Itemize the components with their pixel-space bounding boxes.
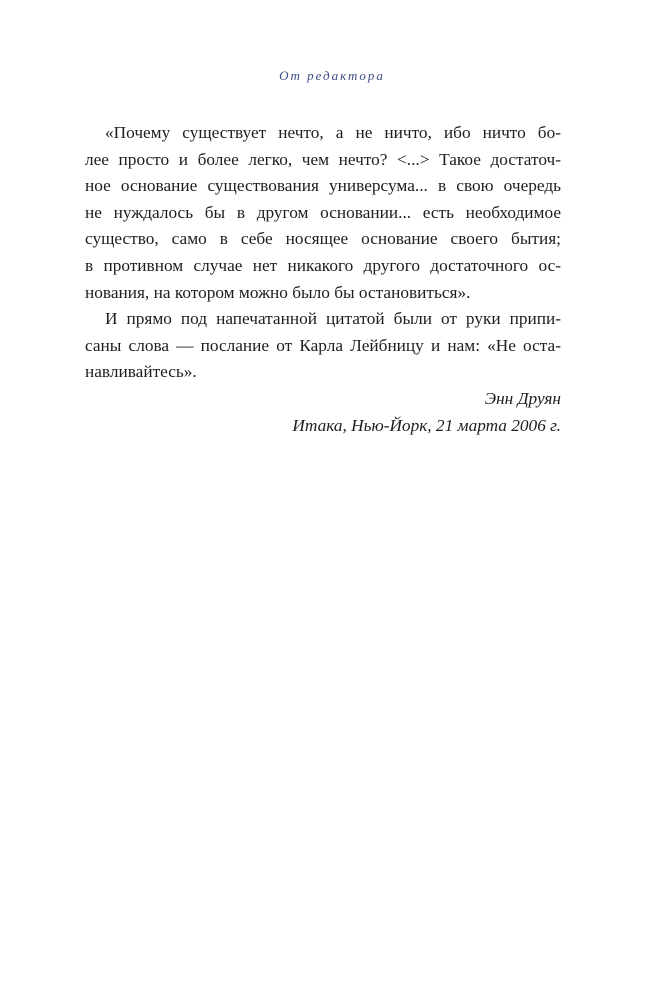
text-line: не нуждалось бы в другом основании... есть необходимое bbox=[85, 202, 561, 222]
signature-block bbox=[85, 386, 561, 439]
quote-paragraph bbox=[85, 120, 561, 306]
text-line: лее просто и более легко, чем нечто? <...> Такое достаточ- bbox=[85, 149, 561, 169]
text-line: в противном случае нет никакого другого достаточного ос- bbox=[85, 255, 561, 275]
body-text bbox=[85, 120, 561, 439]
signature-place-date: Итака, Нью-Йорк, 21 марта 2006 г. bbox=[292, 415, 561, 435]
text-line: «Почему существует нечто, а не ничто, ибо ничто бо- bbox=[105, 123, 561, 142]
text-line: навливайтесь». bbox=[85, 362, 197, 382]
running-title: От редактора bbox=[279, 68, 385, 83]
text-line: И прямо под напечатанной цитатой были от руки припи- bbox=[105, 309, 561, 329]
text-line: существо, само в себе носящее основание своего бытия; bbox=[85, 229, 561, 249]
signature-author: Энн Друян bbox=[484, 388, 561, 408]
text-line: нования, на котором можно было бы остановиться». bbox=[85, 282, 471, 302]
text-line: ное основание существования универсума... в свою очередь bbox=[85, 176, 561, 196]
text-line: саны слова — послание от Карла Лейбницу и нам: «Не оста- bbox=[85, 335, 561, 355]
closing-paragraph bbox=[85, 306, 561, 386]
